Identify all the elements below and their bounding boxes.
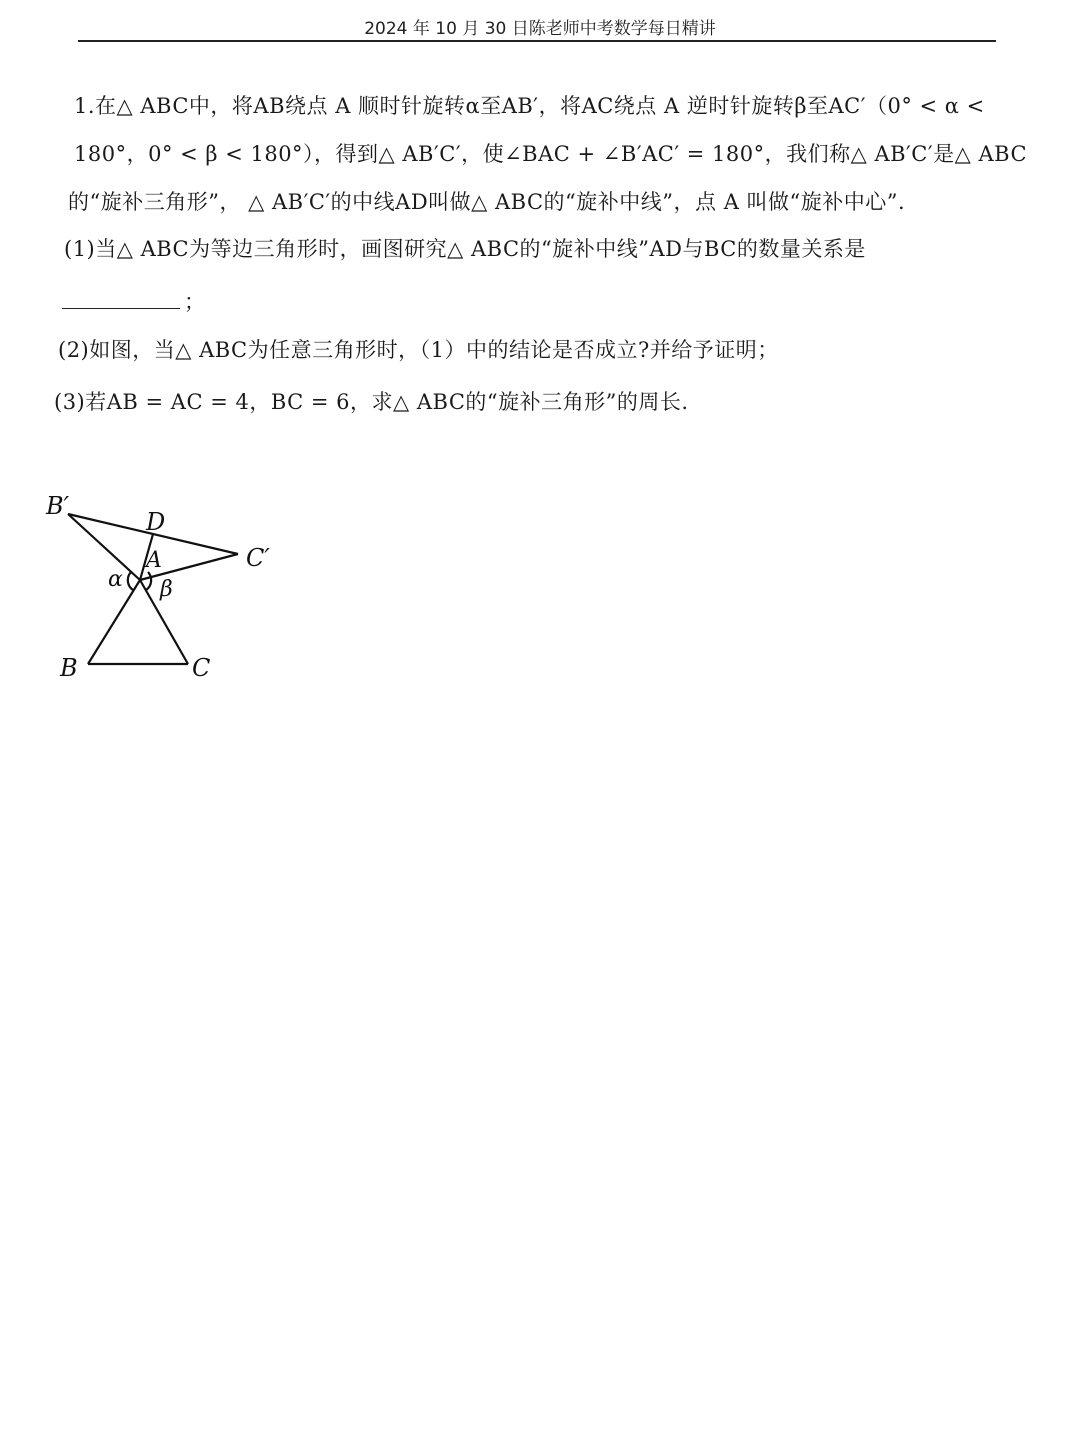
problem-intro-line-2: 180°，0° < β < 180°），得到△ AB′C′，使∠BAC + ∠B′AC′ = 180°，我们称△ AB′C′是△ ABC	[74, 142, 1028, 166]
question-1: (1)当△ ABC为等边三角形时，画图研究△ ABC的“旋补中线”AD与BC的数量关系是	[64, 237, 866, 261]
question-2: (2)如图，当△ ABC为任意三角形时，（1）中的结论是否成立?并给予证明；	[58, 338, 779, 362]
label-B-prime: B′	[46, 492, 70, 520]
page-header: 2024 年 10 月 30 日陈老师中考数学每日精讲	[364, 19, 716, 39]
label-alpha: α	[108, 567, 123, 592]
problem-intro-line-3: 的“旋补三角形”， △ AB′C′的中线AD叫做△ ABC的“旋补中线”，点 A 叫做“旋补中心”.	[68, 190, 906, 214]
segment-AB-prime	[68, 514, 140, 580]
label-D: D	[146, 508, 166, 536]
answer-blank-tail: ；	[184, 290, 206, 314]
label-B: B	[60, 654, 78, 682]
label-C-prime: C′	[246, 544, 270, 572]
segment-AB	[88, 580, 140, 664]
label-A: A	[146, 548, 162, 573]
label-beta: β	[160, 577, 173, 602]
angle-alpha-arc	[128, 572, 133, 590]
problem-intro-line-1: 1.在△ ABC中，将AB绕点 A 顺时针旋转α至AB′，将AC绕点 A 逆时针旋转β至AC′（0° < α <	[74, 94, 985, 118]
label-C: C	[192, 654, 211, 682]
question-3: (3)若AB = AC = 4，BC = 6，求△ ABC的“旋补三角形”的周长.	[54, 390, 689, 414]
angle-beta-arc	[146, 572, 151, 590]
